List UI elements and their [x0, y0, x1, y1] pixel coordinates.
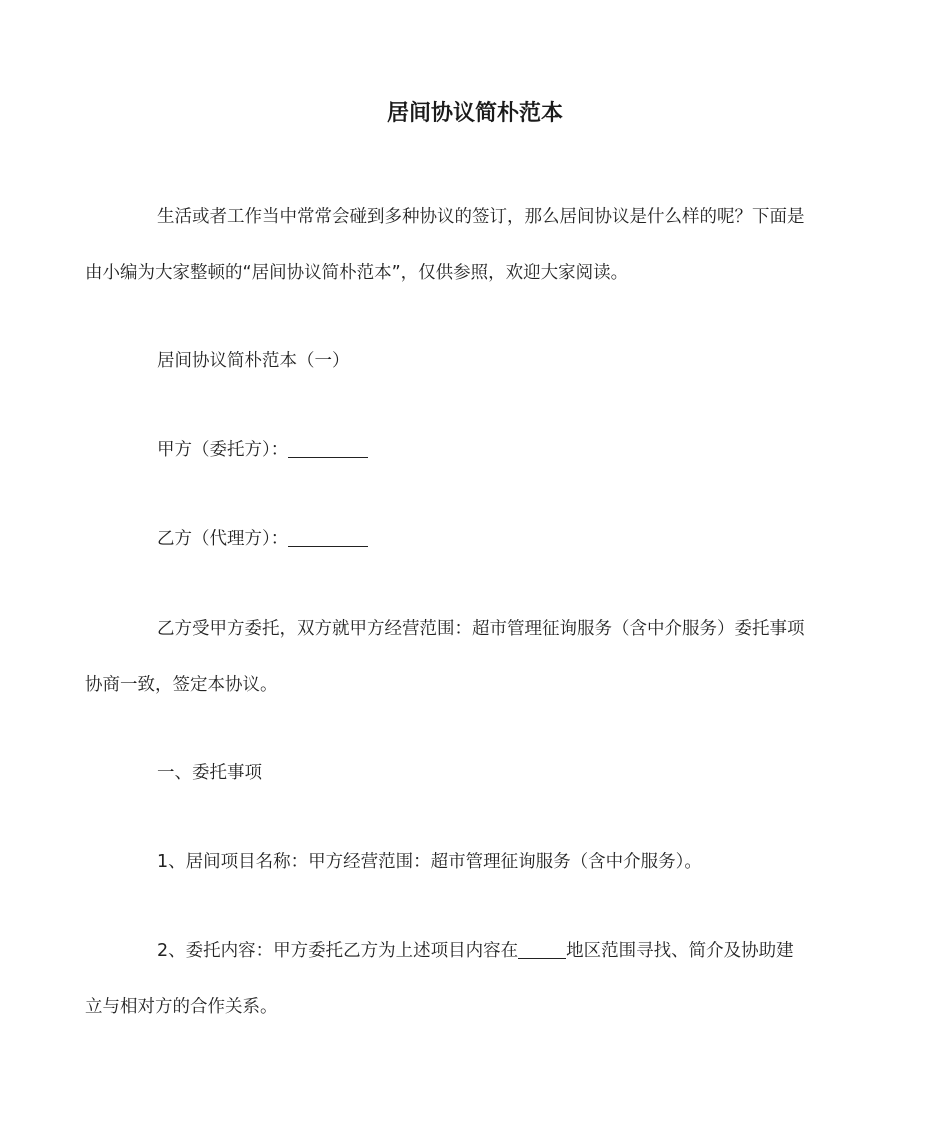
section-heading-text: 居间协议简朴范本（一）: [157, 351, 350, 371]
document-title: 居间协议简朴范本: [386, 101, 563, 126]
item-heading-text: 一、委托事项: [157, 763, 262, 783]
item-1-text: 1、居间项目名称：甲方经营范围：超市管理征询服务（含中介服务）。: [157, 852, 702, 872]
party-a-label: 甲方（委托方）：: [157, 440, 289, 460]
party-b-line: [121, 511, 831, 567]
party-b-blank: [288, 528, 368, 547]
party-a-line: [121, 422, 831, 478]
item-heading: [121, 745, 831, 801]
intro-line-1: 生活或者工作当中常常会碰到多种协议的签订，那么居间协议是什么样的呢？下面是: [157, 207, 805, 227]
item-2: [85, 923, 831, 1035]
agreement-line-2: 协商一致，签定本协议。: [85, 675, 278, 695]
item-2-part-1: 2、委托内容：甲方委托乙方为上述项目内容在: [157, 941, 519, 961]
agreement-line-1: 乙方受甲方委托，双方就甲方经营范围：超市管理征询服务（含中介服务）委托事项: [157, 619, 805, 639]
item-1: [121, 834, 831, 890]
intro-paragraph: [85, 189, 831, 301]
party-b-label: 乙方（代理方）：: [157, 529, 289, 549]
section-heading: [121, 333, 831, 389]
party-a-blank: [288, 439, 368, 458]
region-blank: [518, 940, 566, 959]
item-2-part-2: 地区范围寻找、简介及协助建: [566, 941, 794, 961]
intro-line-2: 由小编为大家整顿的“居间协议简朴范本”，仅供参照，欢迎大家阅读。: [85, 263, 629, 283]
item-2-line-2: 立与相对方的合作关系。: [85, 997, 278, 1017]
agreement-paragraph: [85, 601, 831, 713]
